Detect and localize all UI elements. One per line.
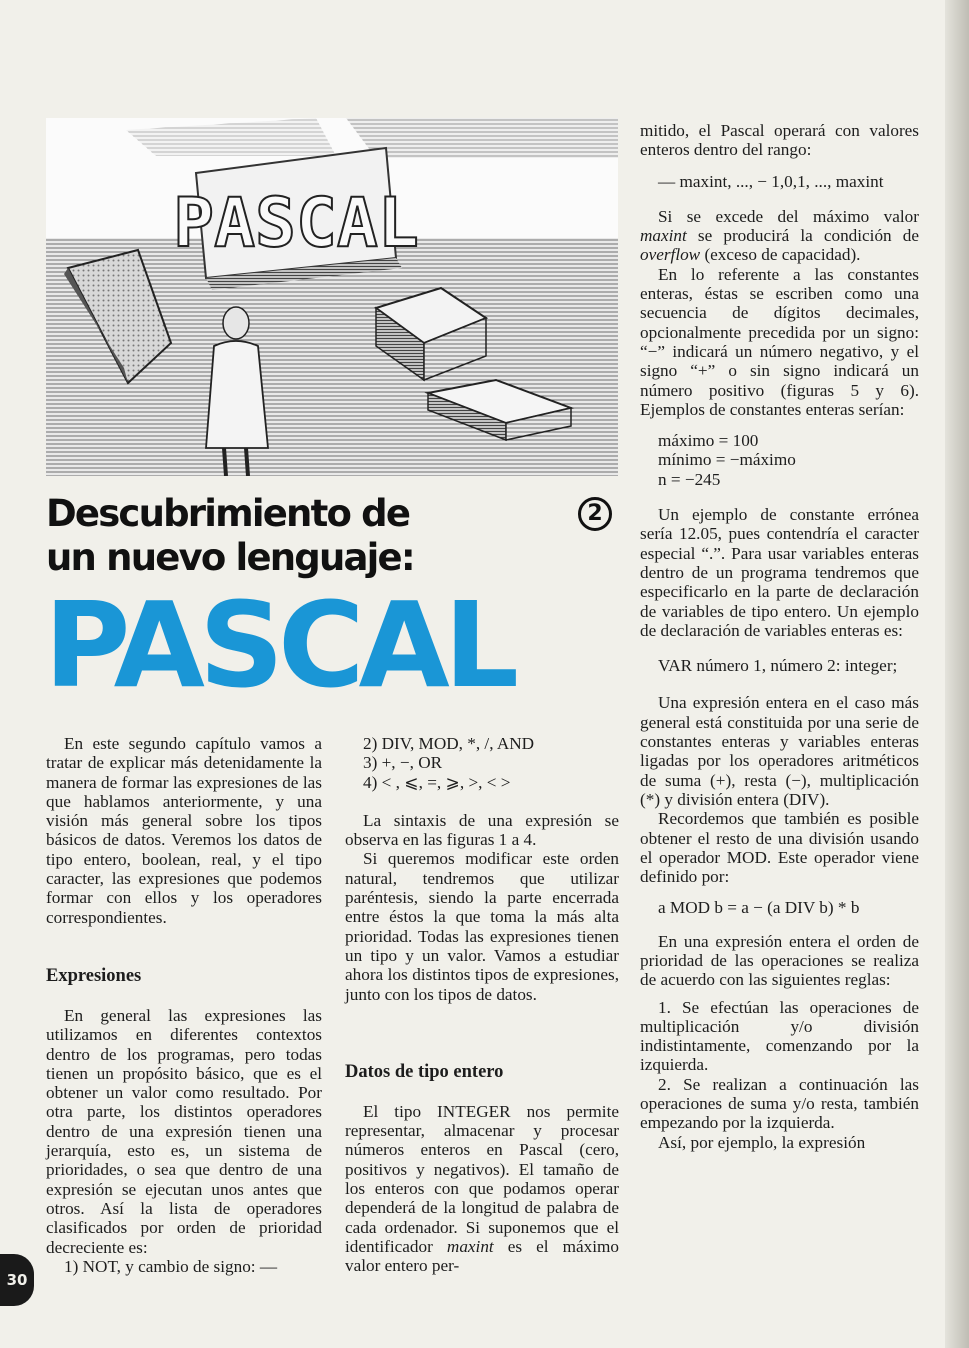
prioridad-paragraph: En una expresión entera el orden de prioridad de las operaciones se realiza de acuerdo con las siguientes reglas: [640,931,919,990]
rule-2: 2. Se realizan a continuación las operaciones de suma y/o resta, también empezando por la izquierda. [640,1074,919,1133]
range-intro-paragraph: mitido, el Pascal operará con valores enteros dentro del rango: [640,121,919,160]
code-minimo: mínimo = −máximo [658,450,796,470]
sintaxis-paragraph: La sintaxis de una expresión se observa en las figuras 1 a 4. [345,810,619,850]
column-3 [640,121,919,1152]
expresion-entera-paragraph: Una expresión entera en el caso más general está constituida por una serie de constantes enteras y variables enteras ligadas por los operadores aritméticos de suma (+), resta (−), multiplicación (*) y división entera (DIV). [640,693,919,809]
operator-list-item-2: 2) DIV, MOD, *, /, AND [363,734,535,753]
headline-line2: un nuevo lenguaje: [46,536,414,579]
section-heading-datos-entero: Datos de tipo entero [345,1061,504,1082]
pascal-title: PASCAL [44,590,514,700]
code-maximo: máximo = 100 [658,431,759,451]
mod-paragraph: Recordemos que también es posible obtener el resto de una división usando el operador MOD. Este operador viene definido por: [640,809,919,887]
range-expression: — maxint, ..., − 1,0,1, ..., maxint [658,171,884,191]
headline-line1: Descubrimiento de [46,492,410,535]
operator-list-item-3: 3) +, −, OR [363,753,443,773]
issue-number-badge: 2 [578,497,612,531]
headline [46,492,466,580]
section-heading-expresiones: Expresiones [46,965,142,986]
erronea-paragraph: Un ejemplo de constante errónea sería 12.05, pues contendría el caracter especial “.”. Para usar variables enteras dentro de un programa tendremos que especificarlo en la parte de declaración de variables de tipo entero. Un ejemplo de declaración de variables enteras es: [640,505,919,640]
svg-text:PASCAL: PASCAL [173,184,419,263]
parentesis-paragraph: Si queremos modificar este orden natural, tendremos que utilizar paréntesis, siendo la parte encerrada entre éstos la que toma la más alta prioridad. Todas las expresiones tienen un tipo y un valor. Vamos a estudiar ahora los distintos tipos de expresiones, junto con los tipos de datos. [345,849,619,1004]
column-1 [46,734,322,1276]
ejemplo-paragraph: Así, por ejemplo, la expresión [658,1132,866,1152]
page-edge [945,0,969,1348]
integer-paragraph: El tipo INTEGER nos permite representar, almacenar y procesar números enteros en Pascal (cero, positivos y negativos). El tamaño de los enteros con que podamos operar dependerá de la longitud de palabra de cada ordenador. Si suponemos que el identificador maxint es el máximo valor entero per- [345,1101,619,1276]
operator-list-item-1: 1) NOT, y cambio de signo: — [64,1256,278,1276]
code-n: n = −245 [658,469,721,489]
rule-1: 1. Se efectúan las operaciones de multiplicación y/o división indistintamente, comenzando por la izquierda. [640,997,919,1075]
operator-list-item-4: 4) < , ⩽, =, ⩾, >, < > [363,772,511,792]
var-declaration: VAR número 1, número 2: integer; [658,656,898,676]
mod-definition: a MOD b = a − (a DIV b) * b [658,898,860,918]
illustration [46,118,618,476]
constants-paragraph: En lo referente a las constantes enteras, éstas se escriben como una secuencia de dígitos decimales, opcionalmente precedida por un signo: “−” indicará un número negativo, y el signo “+” o sin signo indicará un número positivo (figuras 5 y 6). Ejemplos de constantes enteras serían: [640,264,919,419]
intro-paragraph: En este segundo capítulo vamos a tratar de explicar más detenidamente la manera de formar las expresiones de las que hablamos anteriormente, y una visión más general sobre los tipos básicos de datos. Veremos los datos de tipo entero, boolean, real, y el tipo caracter, las expresiones que podemos formar con ellos y los operadores correspondientes. [46,734,322,927]
overflow-paragraph: Si se excede del máximo valor maxint se producirá la condición de overflow (exceso de capacidad). [640,206,919,265]
page-number-badge: 30 [0,1254,34,1306]
column-2 [345,734,619,1276]
expresiones-paragraph: En general las expresiones las utilizamos en diferentes contextos dentro de los programas, pero todas tienen un propósito básico, que es el obtener un valor como resultado. Por otra parte, los distintos operadores dentro de una expresión tienen una jerarquía, esto es, un sistema de prioridades, o sea que dentro de una expresión se ejecutan unos antes que otros. Así la lista de operadores clasificados por orden de prioridad decreciente es: [46,1005,322,1257]
